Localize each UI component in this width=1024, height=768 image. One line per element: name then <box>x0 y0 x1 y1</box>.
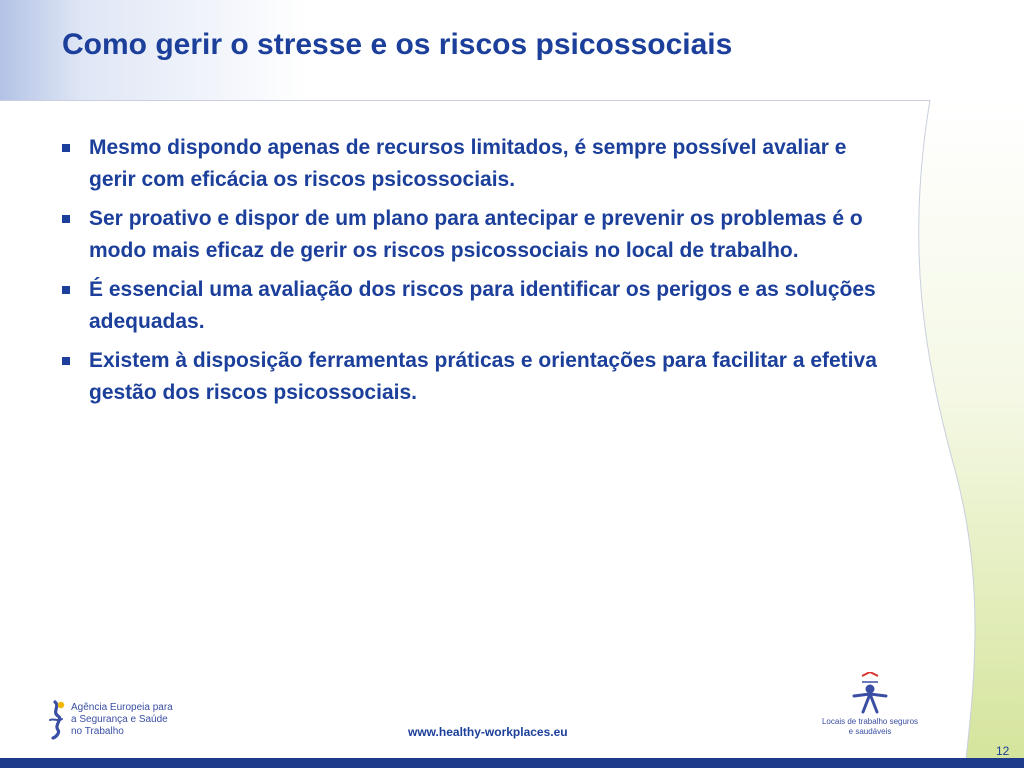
agency-name-line: Agência Europeia para <box>71 702 173 713</box>
agency-name-line: a Segurança e Saúde <box>71 714 168 725</box>
bullet-text: Ser proativo e dispor de um plano para antecipar e prevenir os problemas é o modo mais eficaz de gerir os riscos psicossociais no local de trabalho. <box>89 207 863 262</box>
bullet-item <box>62 203 892 267</box>
square-bullet-icon <box>62 286 70 294</box>
square-bullet-icon <box>62 215 70 223</box>
footer-url[interactable]: www.healthy-workplaces.eu <box>408 725 568 739</box>
healthy-workplaces-star-figure-icon <box>850 672 890 716</box>
right-wave-panel <box>919 100 1024 768</box>
campaign-logo <box>818 672 922 744</box>
bullet-text: Mesmo dispondo apenas de recursos limitados, é sempre possível avaliar e gerir com eficácia os riscos psicossociais. <box>89 136 847 191</box>
slide-title: Como gerir o stresse e os riscos psicossociais <box>62 28 733 61</box>
agency-name-line: no Trabalho <box>71 726 124 737</box>
agency-logo <box>46 700 176 742</box>
bullet-item <box>62 274 892 338</box>
square-bullet-icon <box>62 144 70 152</box>
page-number: 12 <box>996 744 1010 758</box>
square-bullet-icon <box>62 357 70 365</box>
bullet-text: É essencial uma avaliação dos riscos para identificar os perigos e as soluções adequadas. <box>89 278 876 333</box>
campaign-name-line: Locais de trabalho seguros <box>821 717 919 726</box>
bullet-item <box>62 132 892 196</box>
bullet-text: Existem à disposição ferramentas práticas e orientações para facilitar a efetiva gestão dos riscos psicossociais. <box>89 349 877 404</box>
bullet-item <box>62 345 892 409</box>
bottom-bar <box>0 758 1024 768</box>
campaign-name-line: e saudáveis <box>848 727 892 736</box>
eu-osha-figure-icon <box>46 700 68 740</box>
bullet-list <box>62 132 892 416</box>
